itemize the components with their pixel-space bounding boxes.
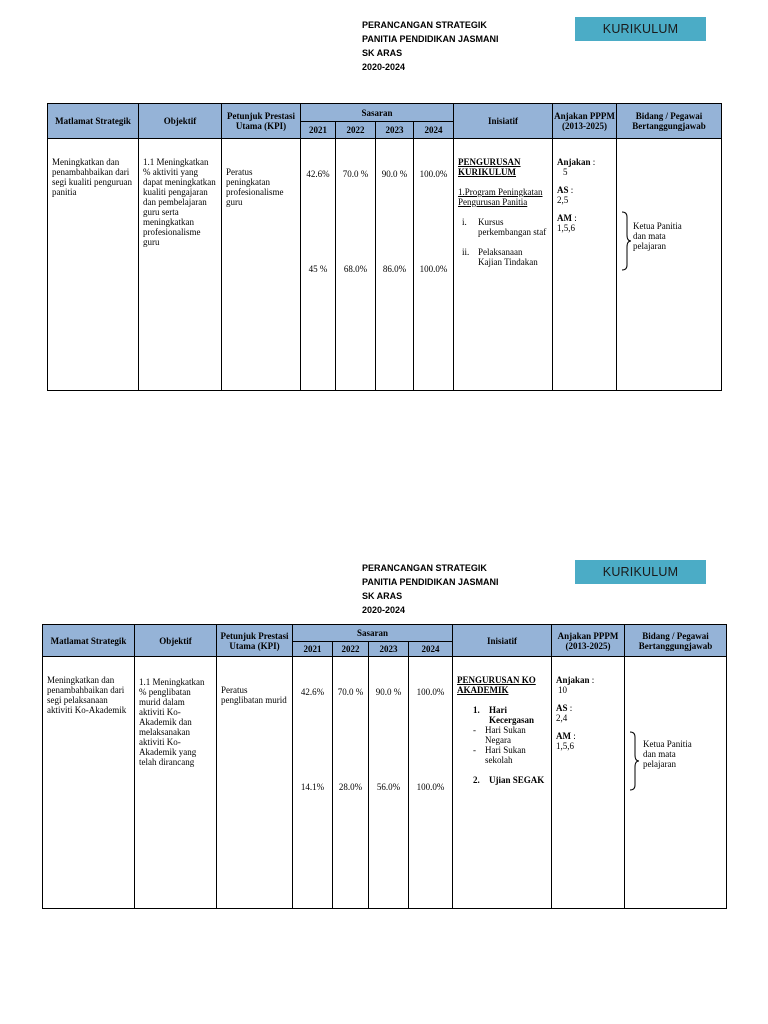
anjakan-value: 10 (558, 685, 568, 695)
anjakan-value: 5 (563, 167, 568, 177)
anjakan-cell: Anjakan : 10 AS : 2,4 AM : 1,5,6 (552, 657, 624, 751)
bidang-text: Ketua Panitia dan mata pelajaran (643, 739, 692, 769)
kurikulum-badge: KURIKULUM (575, 560, 706, 584)
inisiatif-title: PENGURUSAN KURIKULUM (458, 157, 521, 177)
list-item (462, 217, 548, 237)
col-kpi-header: Petunjuk Prestasi Utama (KPI) (217, 625, 293, 657)
bidang-cell (625, 657, 726, 907)
list-item-number: ii. (462, 247, 470, 257)
target-2022-cell (333, 657, 368, 907)
col-sasaran-header: Sasaran (293, 625, 453, 642)
col-anjakan-header: Anjakan PPPM (2013-2025) (553, 104, 617, 139)
target-2021-cell (293, 657, 332, 907)
list-item-text: Kursus perkembangan staf (478, 217, 547, 237)
header-line-3: SK ARAS (362, 591, 403, 601)
col-inisiatif-header: Inisiatif (454, 104, 553, 139)
year-header: 2024 (409, 642, 453, 657)
target-value: 14.1% (300, 782, 325, 792)
anjakan-label: Anjakan (556, 675, 590, 685)
document-header (362, 18, 499, 74)
year-header: 2023 (369, 642, 409, 657)
col-matlamat-header: Matlamat Strategik (48, 104, 139, 139)
target-value: 42.6% (306, 169, 330, 179)
bidang-cell (617, 139, 721, 389)
curly-brace-icon (618, 211, 632, 271)
am-label: AM (556, 731, 572, 741)
sub-list-item-text: Hari Sukan Negara (485, 725, 526, 745)
list-item-text: Ujian SEGAK (489, 775, 545, 785)
target-2021-cell (301, 139, 335, 389)
kurikulum-badge: KURIKULUM (575, 17, 706, 41)
curly-brace-icon (626, 731, 640, 791)
year-header: 2022 (336, 122, 376, 139)
list-item-text: Pelaksanaan Kajian Tindakan (478, 247, 538, 267)
col-kpi-header: Petunjuk Prestasi Utama (KPI) (222, 104, 301, 139)
matlamat-cell: Meningkatkan dan penambahbaikan dari segi kualiti penguruan panitia (52, 157, 132, 197)
document-header (362, 561, 499, 617)
dash-bullet: - (473, 745, 477, 755)
target-value: 100.0% (419, 169, 448, 179)
target-value: 56.0% (376, 782, 401, 792)
col-bidang-header: Bidang / Pegawai Bertanggungjawab (617, 104, 722, 139)
objektif-cell: 1.1 Meningkatkan % aktiviti yang dapat meningkatkan kualiti pengajaran dan pembelajaran guru serta meningkatkan profesionalisme guru (143, 157, 216, 247)
dash-bullet: - (473, 725, 477, 735)
target-value: 42.6% (300, 687, 325, 697)
as-value: 2,4 (556, 713, 568, 723)
as-value: 2,5 (557, 195, 569, 205)
target-2024-cell (409, 657, 452, 907)
sub-list-item (473, 725, 547, 745)
target-2023-cell (376, 139, 413, 389)
target-value: 70.0 % (342, 169, 369, 179)
header-line-4: 2020-2024 (362, 62, 406, 72)
plan-section-2 (0, 512, 768, 1024)
target-value: 90.0 % (381, 169, 408, 179)
as-label: AS (557, 185, 569, 195)
year-header: 2021 (293, 642, 333, 657)
header-line-1: PERANCANGAN STRATEGIK (362, 563, 487, 573)
target-value: 45 % (308, 264, 328, 274)
target-value: 86.0% (382, 264, 407, 274)
target-2023-cell (369, 657, 408, 907)
as-label: AS (556, 703, 568, 713)
target-value: 100.0% (416, 782, 445, 792)
header-line-3: SK ARAS (362, 48, 403, 58)
list-item (473, 705, 547, 725)
list-item-text: Hari Kecergasan (489, 705, 535, 725)
am-value: 1,5,6 (557, 223, 576, 233)
list-item (462, 247, 548, 267)
am-label: AM (557, 213, 573, 223)
anjakan-label: Anjakan (557, 157, 591, 167)
inisiatif-cell (453, 657, 551, 785)
kpi-cell: Peratus penglibatan murid (221, 685, 287, 705)
strategic-plan-table (42, 624, 727, 909)
matlamat-cell: Meningkatkan dan penambahbaikan dari segi pelaksanaan aktiviti Ko-Akademik (47, 675, 127, 715)
header-line-1: PERANCANGAN STRATEGIK (362, 20, 487, 30)
target-value: 100.0% (416, 687, 445, 697)
list-item-number: i. (462, 217, 467, 227)
am-value: 1,5,6 (556, 741, 575, 751)
col-anjakan-header: Anjakan PPPM (2013-2025) (552, 625, 625, 657)
year-header: 2023 (376, 122, 414, 139)
list-item-number: 1. (473, 705, 480, 715)
header-line-2: PANITIA PENDIDIKAN JASMANI (362, 34, 499, 44)
inisiatif-title: PENGURUSAN KO AKADEMIK (457, 675, 536, 695)
target-2024-cell (414, 139, 453, 389)
target-value: 100.0% (419, 264, 448, 274)
kpi-cell: Peratus peningkatan profesionalisme guru (226, 167, 284, 207)
year-header: 2021 (301, 122, 336, 139)
bidang-text: Ketua Panitia dan mata pelajaran (633, 221, 682, 251)
header-line-4: 2020-2024 (362, 605, 406, 615)
list-item (473, 775, 547, 785)
year-header: 2024 (414, 122, 454, 139)
objektif-cell: 1.1 Meningkatkan % penglibatan murid dalam aktiviti Ko-Akademik dan melaksanakan aktiviti Ko-Akademik yang telah dirancang (139, 677, 205, 767)
sub-list-item-text: Hari Sukan sekolah (485, 745, 526, 765)
sub-list-item (473, 745, 547, 765)
col-matlamat-header: Matlamat Strategik (43, 625, 135, 657)
col-inisiatif-header: Inisiatif (453, 625, 552, 657)
year-header: 2022 (333, 642, 369, 657)
inisiatif-cell (454, 139, 552, 267)
col-bidang-header: Bidang / Pegawai Bertanggungjawab (625, 625, 727, 657)
col-objektif-header: Objektif (135, 625, 217, 657)
target-value: 28.0% (338, 782, 363, 792)
header-line-2: PANITIA PENDIDIKAN JASMANI (362, 577, 499, 587)
program-title: 1.Program Peningkatan Pengurusan Panitia (458, 187, 543, 207)
strategic-plan-table (47, 103, 722, 391)
col-objektif-header: Objektif (139, 104, 222, 139)
target-value: 70.0 % (337, 687, 364, 697)
col-sasaran-header: Sasaran (301, 104, 454, 122)
anjakan-cell: Anjakan : 5 AS : 2,5 AM : 1,5,6 (553, 139, 616, 233)
target-value: 68.0% (343, 264, 368, 274)
target-2022-cell (336, 139, 375, 389)
target-value: 90.0 % (375, 687, 402, 697)
list-item-number: 2. (473, 775, 480, 785)
